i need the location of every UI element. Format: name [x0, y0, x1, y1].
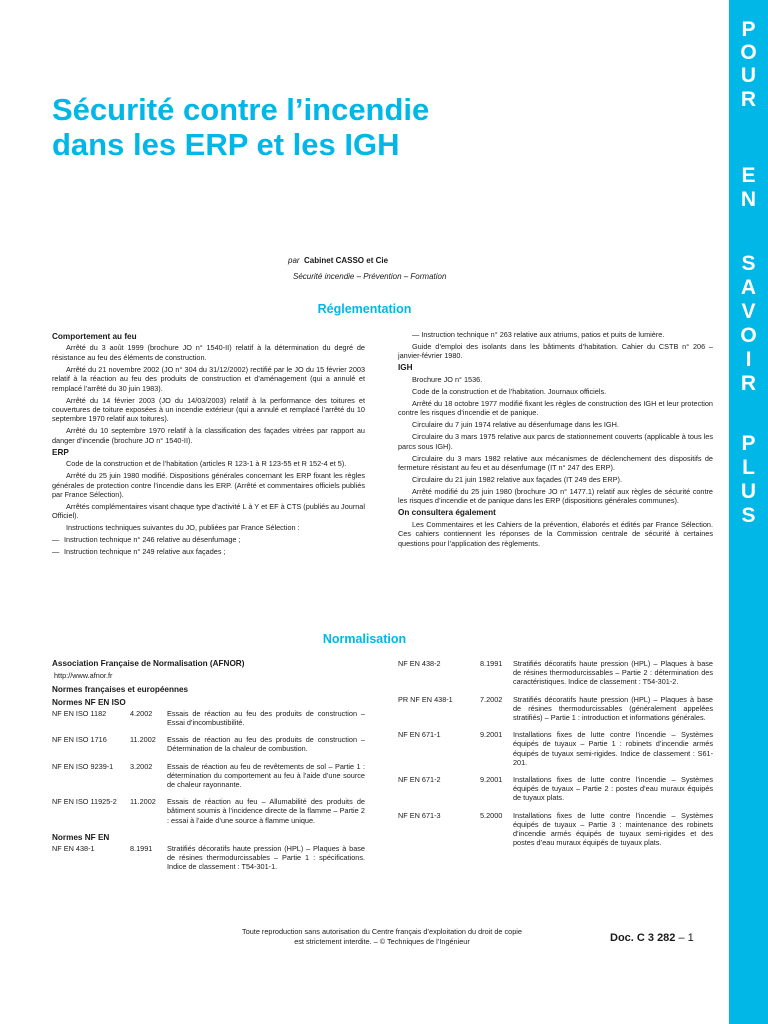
byline-author: Cabinet CASSO et Cie	[304, 256, 389, 265]
paragraph: Circulaire du 7 juin 1974 relative au désenfumage dans les IGH.	[412, 420, 619, 430]
heading-normes-nf-en: Normes NF EN	[52, 832, 110, 842]
paragraph: Arrêté modifié du 25 juin 1980 (brochure JO n° 1477.1) relatif aux règles de sécurité contre les risques d’incendie et de panique dans les ERP (dispositions générales communes).	[398, 487, 713, 506]
banner-letter: U	[740, 64, 757, 87]
standard-reference: NF EN 438-2	[398, 659, 441, 668]
paragraph: Arrêté du 18 octobre 1977 modifié fixant les règles de construction des IGH et leur protection contre les risques d’incendie et de panique.	[398, 398, 713, 418]
standard-reference: NF EN ISO 9239-1	[52, 761, 114, 771]
list-item: — Instruction technique n° 246 relative au désenfumage ;	[52, 535, 241, 545]
byline-prefix: par	[288, 256, 300, 265]
title-line-1: Sécurité contre l’incendie	[52, 92, 430, 127]
title-line-2: dans les ERP et les IGH	[52, 127, 400, 162]
en-standards-list	[52, 844, 365, 872]
heading-igh: IGH	[398, 363, 413, 373]
banner-letter: O	[740, 41, 757, 64]
reglementation-right-column	[398, 330, 713, 551]
paragraph: Les Commentaires et les Cahiers de la prévention, élaborés et édités par France Sélection. Ces cahiers contiennent les réponses de la Commission centrale de sécurité à certaines questions pour l’application des règlements.	[398, 519, 713, 548]
pour-en-savoir-plus-banner	[729, 0, 768, 1024]
standard-entry	[398, 695, 713, 723]
heading-erp: ERP	[52, 447, 69, 457]
reglementation-left-column	[52, 330, 365, 559]
standard-description: Installations fixes de lutte contre l’incendie – Systèmes équipés de tuyaux – Partie 3 : maintenance des robinets d’incendie armés équipés de tuyaux semi-rigides et des postes d’eau muraux équipés de tuyaux plats.	[513, 810, 713, 848]
right-standards-list	[398, 659, 713, 847]
byline	[288, 255, 388, 266]
banner-letter: L	[742, 456, 755, 479]
banner-letter: R	[740, 372, 757, 395]
paragraph: Circulaire du 21 juin 1982 relative aux façades (IT 249 des ERP).	[412, 475, 622, 485]
banner-letter: O	[740, 324, 757, 347]
standard-date: 4.2002	[130, 708, 153, 718]
section-heading-reglementation: Réglementation	[317, 302, 412, 316]
standard-date: 9.2001	[480, 730, 503, 740]
paragraph: Guide d’emploi des isolants dans les bâtiments d’habitation. Cahier du CSTB n° 206 – janvier-février 1980.	[398, 342, 713, 361]
paragraph: Brochure JO n° 1536.	[412, 374, 483, 384]
standard-reference: NF EN ISO 1182	[52, 708, 107, 718]
copyright-line-1: Toute reproduction sans autorisation du Centre français d’exploitation du droit de copie	[242, 927, 522, 936]
banner-letter: A	[740, 276, 757, 299]
afnor-url: http://www.afnor.fr	[54, 671, 113, 681]
paragraph: Code de la construction et de l’habitation. Journaux officiels.	[412, 386, 607, 396]
iso-standards-list	[52, 709, 365, 825]
document-title	[52, 92, 692, 162]
standard-date: 11.2002	[130, 797, 156, 807]
standard-description: Stratifiés décoratifs haute pression (HPL) – Plaques à base de résines thermodurcissables – Partie 2 : détermination des caractéristiques. Indice de classement : T54-301-2.	[513, 659, 713, 687]
paragraph: Arrêté du 21 novembre 2002 (JO n° 304 du 31/12/2002) rectifié par le JO du 15 février 2003 relatif à la réaction au feu des produits de construction et d’aménagement (qui a annulé et remplacé l’arrêté du 30 juin 1983).	[52, 364, 365, 393]
normalisation-left-column	[52, 659, 365, 880]
paragraph: Arrêté du 14 février 2003 (JO du 14/03/2003) relatif à la performance des toitures et couvertures de toiture exposées à un incendie extérieur (qui a annulé et remplacé l’arrêté du 10 septembre 1970 relatif aux toitures).	[52, 395, 365, 424]
standard-reference: PR NF EN 438-1	[398, 694, 453, 704]
heading-comportement-au-feu: Comportement au feu	[52, 332, 137, 341]
heading-afnor: Association Française de Normalisation (AFNOR)	[52, 659, 245, 668]
standard-reference: NF EN 438-1	[52, 844, 95, 854]
paragraph: Circulaire du 3 mars 1975 relative aux parcs de stationnement couverts (applicable à tous les parcs sous IGH).	[398, 432, 713, 451]
section-heading-normalisation: Normalisation	[322, 632, 407, 646]
doc-number: Doc. C 3 282	[610, 932, 676, 944]
paragraph: Arrêtés complémentaires visant chaque type d’activité L à Y et EF à CTS (publiés au Journal Officiel).	[52, 502, 365, 521]
byline-subtitle: Sécurité incendie – Prévention – Formation	[293, 272, 447, 281]
banner-letter: S	[741, 504, 756, 527]
page-number: – 1	[678, 932, 694, 944]
standard-description: Essais de réaction au feu des produits de construction – Détermination de la chaleur de combustion.	[167, 735, 365, 754]
banner-letter: P	[741, 18, 756, 41]
banner-letter: P	[741, 432, 756, 455]
standard-reference: NF EN 671-3	[398, 810, 441, 820]
standard-description: Stratifiés décoratifs haute pression (HPL) – Plaques à base de résines thermodurcissables (généralement appelées stratifiés) – Partie 1 : introduction et informations générales.	[513, 694, 713, 723]
banner-letter: R	[740, 88, 757, 111]
standard-reference: NF EN 671-1	[398, 730, 441, 740]
standard-description: Essais de réaction au feu de revêtements de sol – Partie 1 : détermination du comportement au feu à l’aide d’une source de chaleur rayonnante.	[167, 761, 365, 790]
paragraph: Arrêté du 25 juin 1980 modifié. Dispositions générales concernant les ERP fixant les règles générales de protection contre l’incendie dans les ERP. (Arrêté et commentaires officiels publiés par France Sélection).	[52, 471, 365, 500]
paragraph: Arrêté du 10 septembre 1970 relatif à la classification des façades vitrées par rapport au danger d’incendie (brochure JO n° 1540-II).	[52, 426, 365, 445]
standard-reference: NF EN ISO 1716	[52, 735, 107, 745]
standard-date: 11.2002	[130, 735, 156, 745]
standard-entry	[398, 811, 713, 848]
standard-entry	[52, 709, 365, 727]
heading-on-consultera: On consultera également	[398, 508, 496, 518]
heading-normes-nf-en-iso: Normes NF EN ISO	[52, 697, 126, 707]
standard-entry	[398, 730, 713, 767]
standard-date: 8.1991	[130, 844, 153, 854]
banner-letter: N	[740, 188, 757, 211]
paragraph: Circulaire du 3 mars 1982 relative aux mécanismes de déclenchement des dispositifs de fermeture résistant au feu et au désenfumage (IT n° 247 des ERP).	[398, 453, 713, 473]
standard-entry	[52, 735, 365, 753]
paragraph: Arrêté du 3 août 1999 (brochure JO n° 1540-II) relatif à la détermination du degré de résistance au feu des éléments de construction.	[52, 343, 365, 362]
standard-date: 7.2002	[480, 694, 503, 704]
standard-reference: NF EN 671-2	[398, 775, 441, 785]
paragraph: — Instruction technique n° 263 relative aux atriums, patios et puits de lumière.	[412, 330, 665, 339]
paragraph: Instructions techniques suivantes du JO, publiées par France Sélection :	[66, 523, 300, 533]
standard-reference: NF EN ISO 11925-2	[52, 797, 117, 807]
normalisation-right-column	[398, 659, 713, 855]
standard-entry	[52, 797, 365, 825]
standard-entry	[52, 844, 365, 872]
standard-date: 3.2002	[130, 761, 153, 771]
banner-letter: S	[741, 252, 756, 275]
standard-date: 5.2000	[480, 810, 503, 820]
paragraph: Code de la construction et de l’habitation (articles R 123-1 à R 123-55 et R 152-4 et 5).	[66, 459, 347, 469]
banner-letter: V	[741, 300, 756, 323]
standard-date: 8.1991	[480, 659, 503, 668]
standard-entry	[52, 762, 365, 790]
banner-letter: U	[740, 480, 757, 503]
standard-entry	[398, 775, 713, 803]
copyright-notice	[182, 927, 582, 946]
banner-letter: I	[745, 348, 752, 371]
document-reference	[610, 932, 694, 944]
standard-entry	[398, 659, 713, 687]
standard-description: Stratifiés décoratifs haute pression (HPL) – Plaques à base de résines thermodurcissables – Partie 1 : spécifications. Indice de classement : T54-301-1.	[167, 844, 365, 872]
standard-description: Installations fixes de lutte contre l’incendie – Systèmes équipés de tuyaux – Partie 2 : postes d’eau muraux équipés de tuyaux plats.	[513, 775, 713, 803]
standard-date: 9.2001	[480, 775, 503, 785]
copyright-line-2: est strictement interdite. – © Techniques de l’Ingénieur	[294, 936, 470, 946]
list-item: — Instruction technique n° 249 relative aux façades ;	[52, 547, 226, 557]
banner-letter: E	[741, 164, 756, 187]
standard-description: Essais de réaction au feu – Allumabilité des produits de bâtiment soumis à l’incidence directe de la flamme – Partie 2 : essai à l’aide d’une source à flamme unique.	[167, 797, 365, 825]
standard-description: Installations fixes de lutte contre l’incendie – Systèmes équipés de tuyaux – Partie 1 : robinets d’incendie armés équipés de tuyaux semi-rigides. Indice de classement : S61-201.	[513, 730, 713, 767]
heading-normes-fr-eu: Normes françaises et européennes	[52, 685, 189, 695]
standard-description: Essais de réaction au feu des produits de construction – Essai d’incombustibilité.	[167, 708, 365, 728]
